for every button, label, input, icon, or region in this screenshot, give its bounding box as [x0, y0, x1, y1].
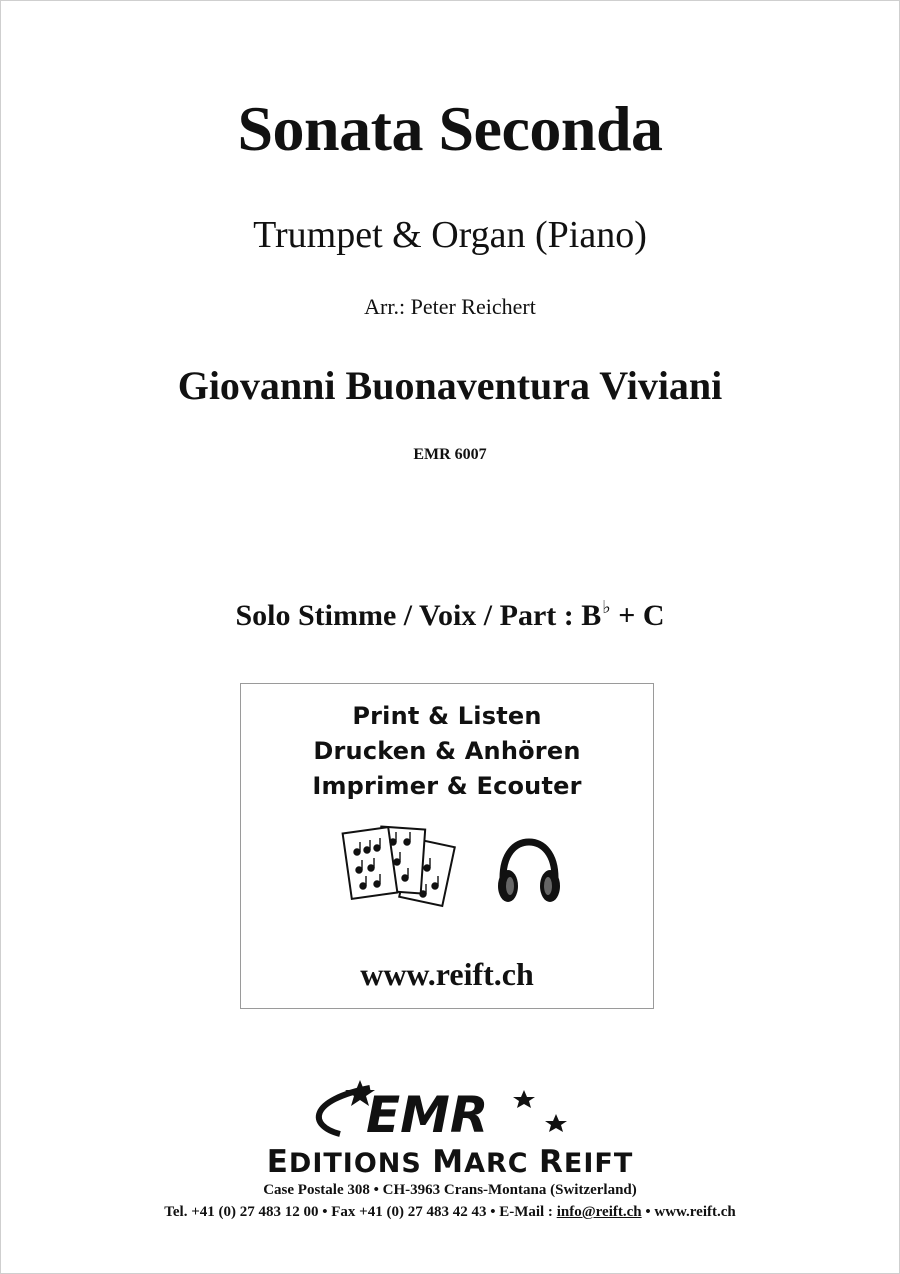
sheet-music-icon	[339, 820, 469, 916]
solo-part	[0, 597, 900, 633]
publisher-initial-m: M	[432, 1144, 465, 1180]
publisher-word-editions: DITIONS	[288, 1148, 433, 1179]
instrumentation: Trumpet & Organ (Piano)	[253, 214, 647, 256]
publisher-address: Case Postale 308 • CH-3963 Crans-Montana (Switzerland)	[263, 1182, 637, 1198]
email-link[interactable]: info@reift.ch	[556, 1204, 642, 1220]
publisher-contact	[0, 1204, 900, 1221]
contact-phone-fax: Tel. +41 (0) 27 483 12 00 • Fax +41 (0) 27 483 42 43 • E-Mail :	[164, 1204, 557, 1220]
logo-text: EMR	[366, 1086, 489, 1144]
publisher-word-reift: EIFT	[563, 1148, 634, 1179]
solo-part-prefix: Solo Stimme / Voix / Part : B	[235, 599, 602, 632]
catalog-number: EMR 6007	[413, 446, 487, 463]
contact-website[interactable]: • www.reift.ch	[641, 1204, 736, 1220]
publisher-word-marc: ARC	[464, 1148, 540, 1179]
headphones-icon	[493, 836, 565, 908]
title: Sonata Seconda	[237, 93, 663, 164]
promo-url-link[interactable]: www.reift.ch	[360, 956, 534, 992]
emr-logo	[300, 1076, 590, 1146]
publisher-initial-r: R	[539, 1144, 564, 1180]
arranger: Arr.: Peter Reichert	[364, 294, 536, 319]
publisher-initial-e: E	[266, 1144, 289, 1180]
print-listen-box	[240, 683, 654, 1009]
publisher-name	[0, 1144, 900, 1180]
promo-line-english: Print & Listen	[352, 702, 542, 730]
composer: Giovanni Buonaventura Viviani	[177, 363, 723, 408]
promo-line-german: Drucken & Anhören	[313, 737, 581, 765]
promo-line-french: Imprimer & Ecouter	[312, 772, 582, 800]
solo-part-suffix: + C	[610, 599, 665, 632]
flat-sign: ♭	[602, 597, 611, 617]
